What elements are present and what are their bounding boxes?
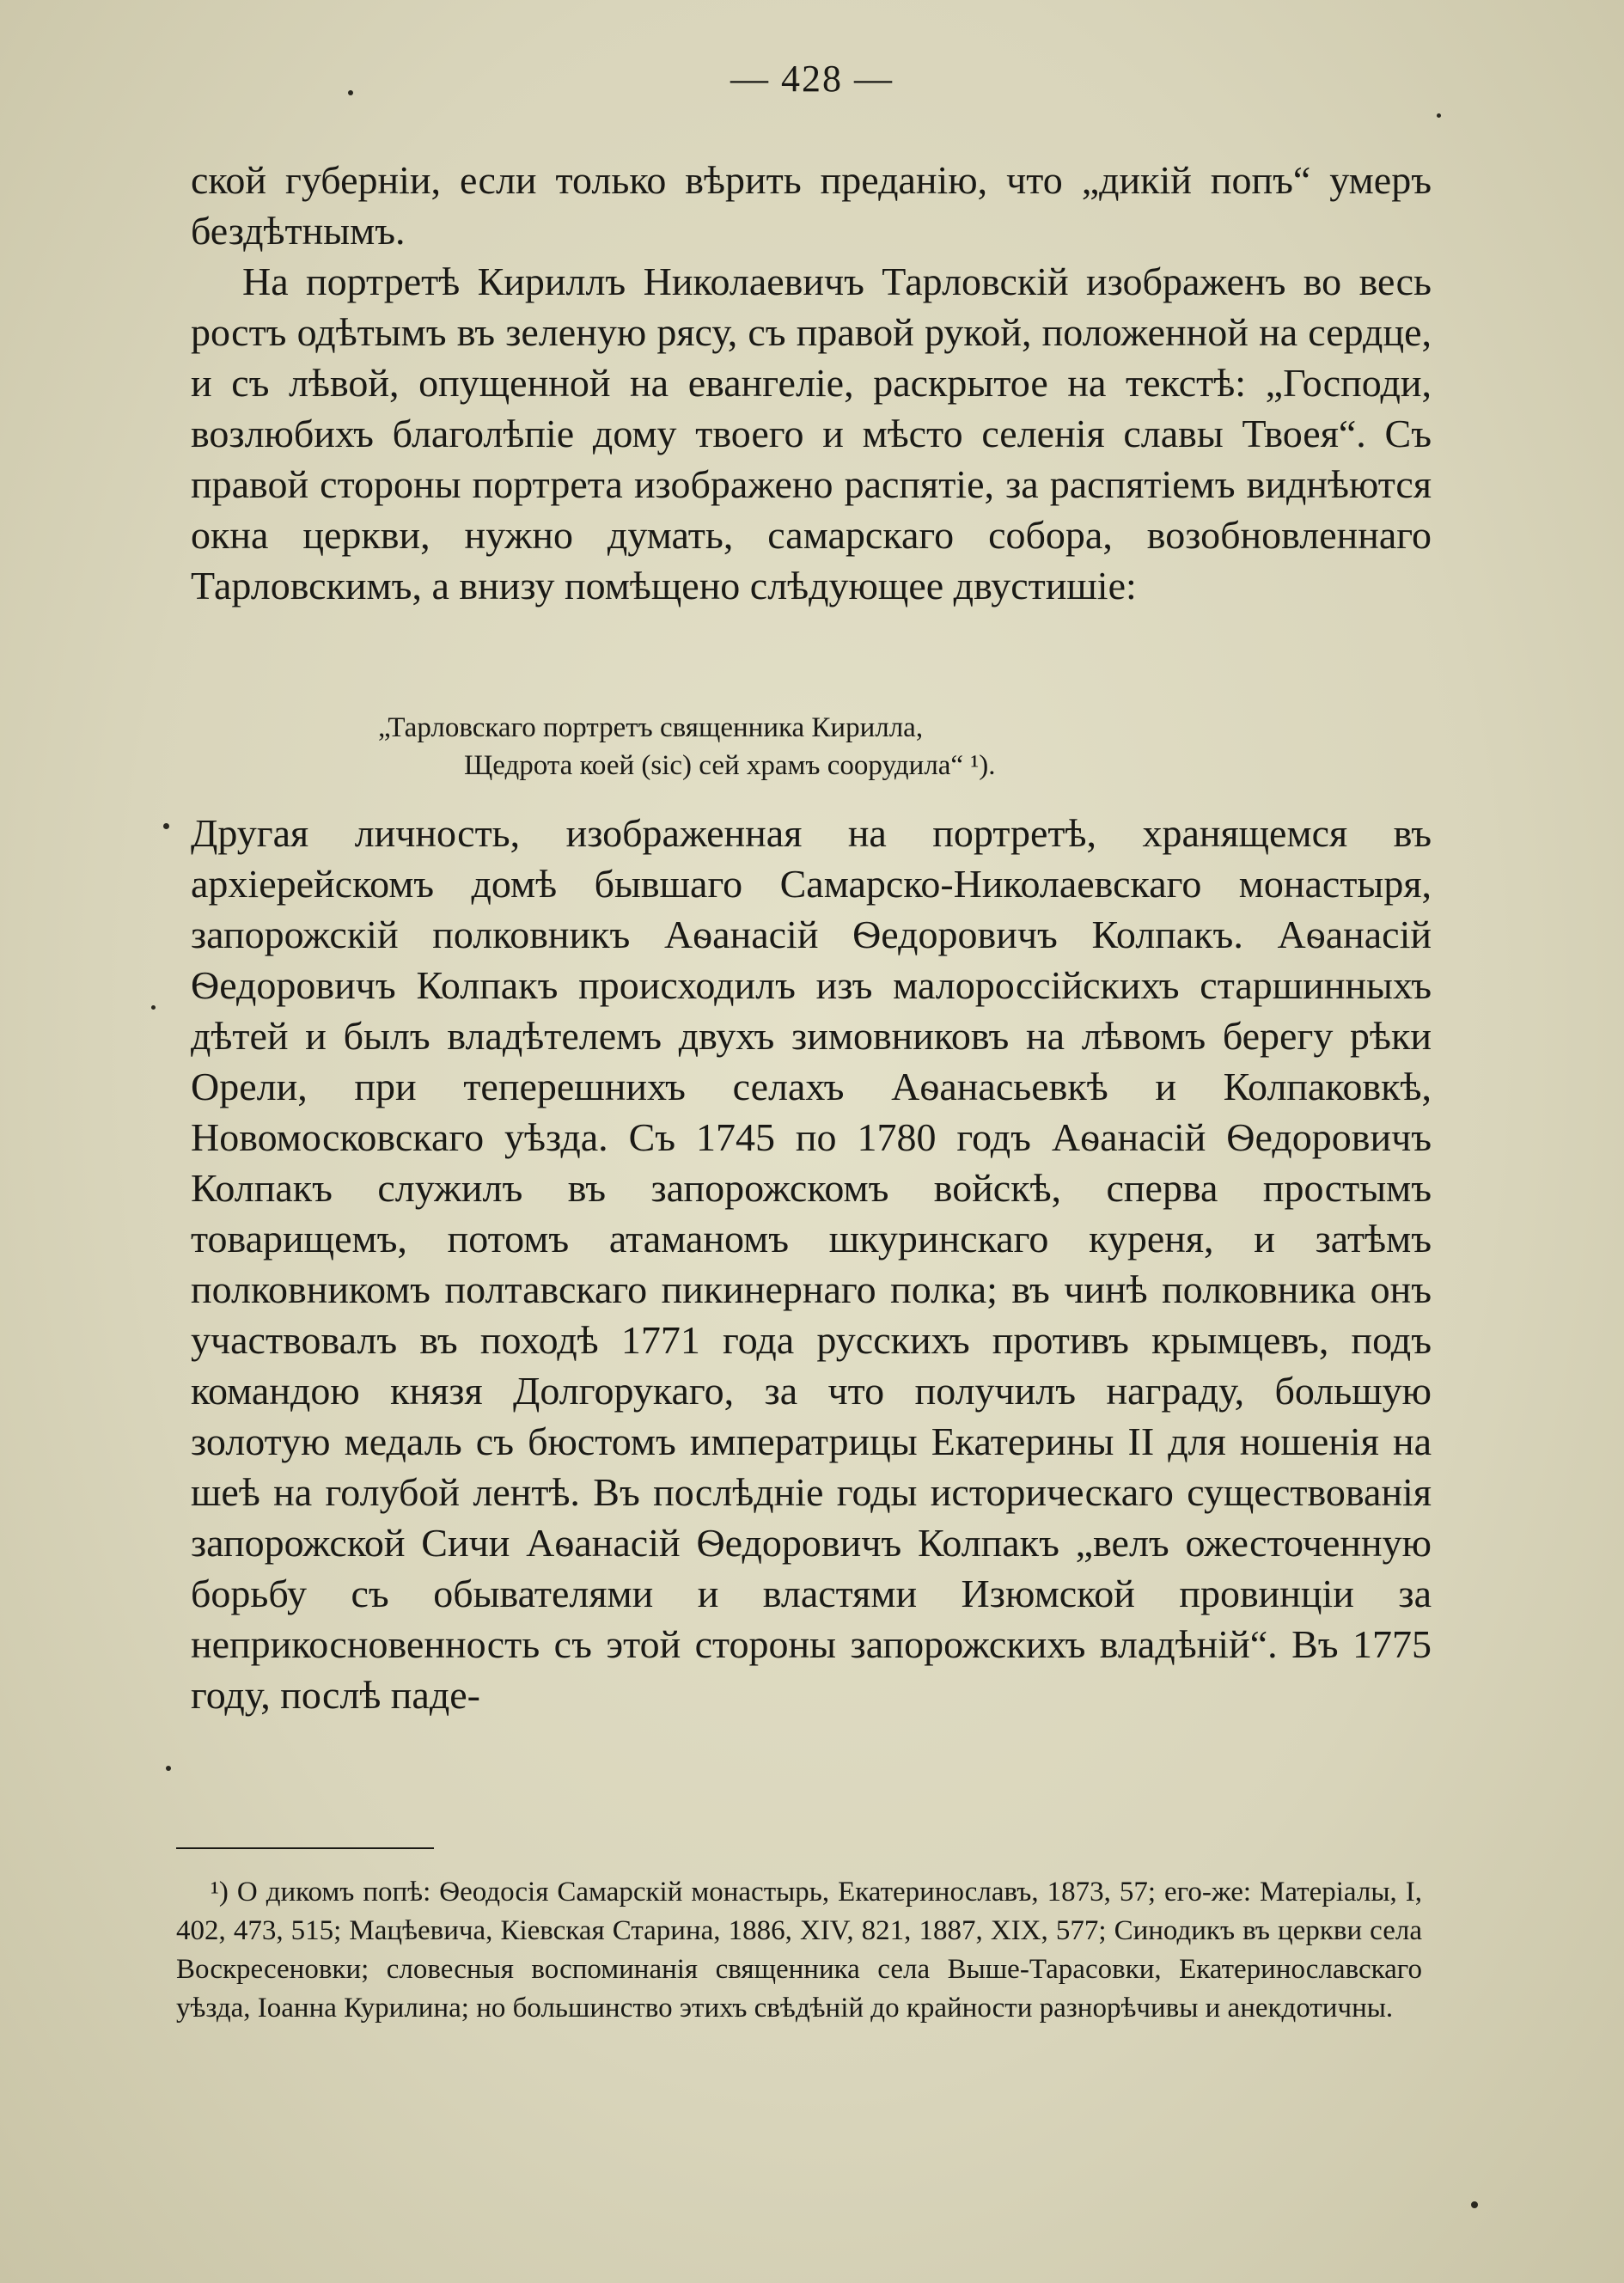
verse-couplet — [378, 709, 1323, 784]
footnote: ¹) О дикомъ попѣ: Ѳеодосія Самарскій монастырь, Екатеринославъ, 1873, 57; его-же: Матеріалы, I, 402, 473, 515; Мацѣевича, Кіевская Старина, 1886, XIV, 821, 1887, XIX, 577; Синодикъ въ церкви села Воскресеновки; словесныя воспоминанія священника села Выше-Тарасовки, Екатеринославскаго уѣзда, Іоанна Курилина; но большинство этихъ свѣдѣній до крайности разнорѣчивы и анекдотичны. — [176, 1877, 1422, 2024]
ink-speck — [166, 1766, 171, 1771]
paragraph-portrait-description: На портретѣ Кириллъ Николаевичъ Тарловскій изображенъ во весь ростъ одѣтымъ въ зеленую рясу, съ правой рукой, положенной на сердце, и съ лѣвой, опущенной на евангеліе, раскрытое на текстѣ: „Господи, возлюбихъ благолѣпіе дому твоего и мѣсто селенія славы Твоея“. Съ правой стороны портрета изображено распятіе, за распятіемъ виднѣются окна церкви, нужно думать, самарскаго собора, возобновленнаго Тарловскимъ, а внизу помѣщено слѣдующее двустишіе: — [191, 259, 1432, 607]
ink-speck — [151, 1005, 156, 1010]
ink-speck — [1471, 2201, 1478, 2208]
page-number: — 428 — — [730, 58, 894, 100]
paragraph-kolpak: Другая личность, изображенная на портретѣ, хранящемся въ архіерейскомъ домѣ бывшаго Самарско-Николаевскаго монастыря, запорожскій полковникъ Аѳанасій Ѳедоровичъ Колпакъ. Аѳанасій Ѳедоровичъ Колпакъ происходилъ изъ малороссійскихъ старшинныхъ дѣтей и былъ владѣтелемъ двухъ зимовниковъ на лѣвомъ берегу рѣки Орели, при теперешнихъ селахъ Аѳанасьевкѣ и Колпаковкѣ, Новомосковскаго уѣзда. Съ 1745 по 1780 годъ Аѳанасій Ѳедоровичъ Колпакъ служилъ въ запорожскомъ войскѣ, сперва простымъ товарищемъ, потомъ атаманомъ шкуринскаго куреня, и затѣмъ полковникомъ полтавскаго пикинернаго полка; въ чинѣ полковника онъ участвовалъ въ походѣ 1771 года русскихъ противъ крымцевъ, подъ командою князя Долгорукаго, за что получилъ награду, большую золотую медаль съ бюстомъ императрицы Екатерины II для ношенія на шеѣ на голубой лентѣ. Въ послѣдніе годы историческаго существованія запорожской Сичи Аѳанасій Ѳедоровичъ Колпакъ „велъ ожесточенную борьбу съ обывателями и властями Изюмской провинціи за неприкосновенность съ этой стороны запорожскихъ владѣній“. Въ 1775 году, послѣ паде- — [191, 811, 1432, 1717]
ink-speck — [1437, 113, 1441, 118]
verse-line-1: „Тарловскаго портретъ священника Кирилла, — [378, 712, 924, 743]
paragraph-continuation: ской губерніи, если только вѣрить преданію, что „дикій попъ“ умеръ бездѣтнымъ. — [191, 158, 1432, 253]
main-text — [191, 155, 1432, 611]
footnote-divider — [176, 1847, 434, 1849]
ink-speck — [348, 90, 353, 95]
continued-text — [191, 808, 1432, 1720]
verse-line-2: Щедрота коей (sic) сей храмъ соорудила“ ¹). — [464, 750, 996, 781]
ink-speck — [163, 823, 169, 829]
